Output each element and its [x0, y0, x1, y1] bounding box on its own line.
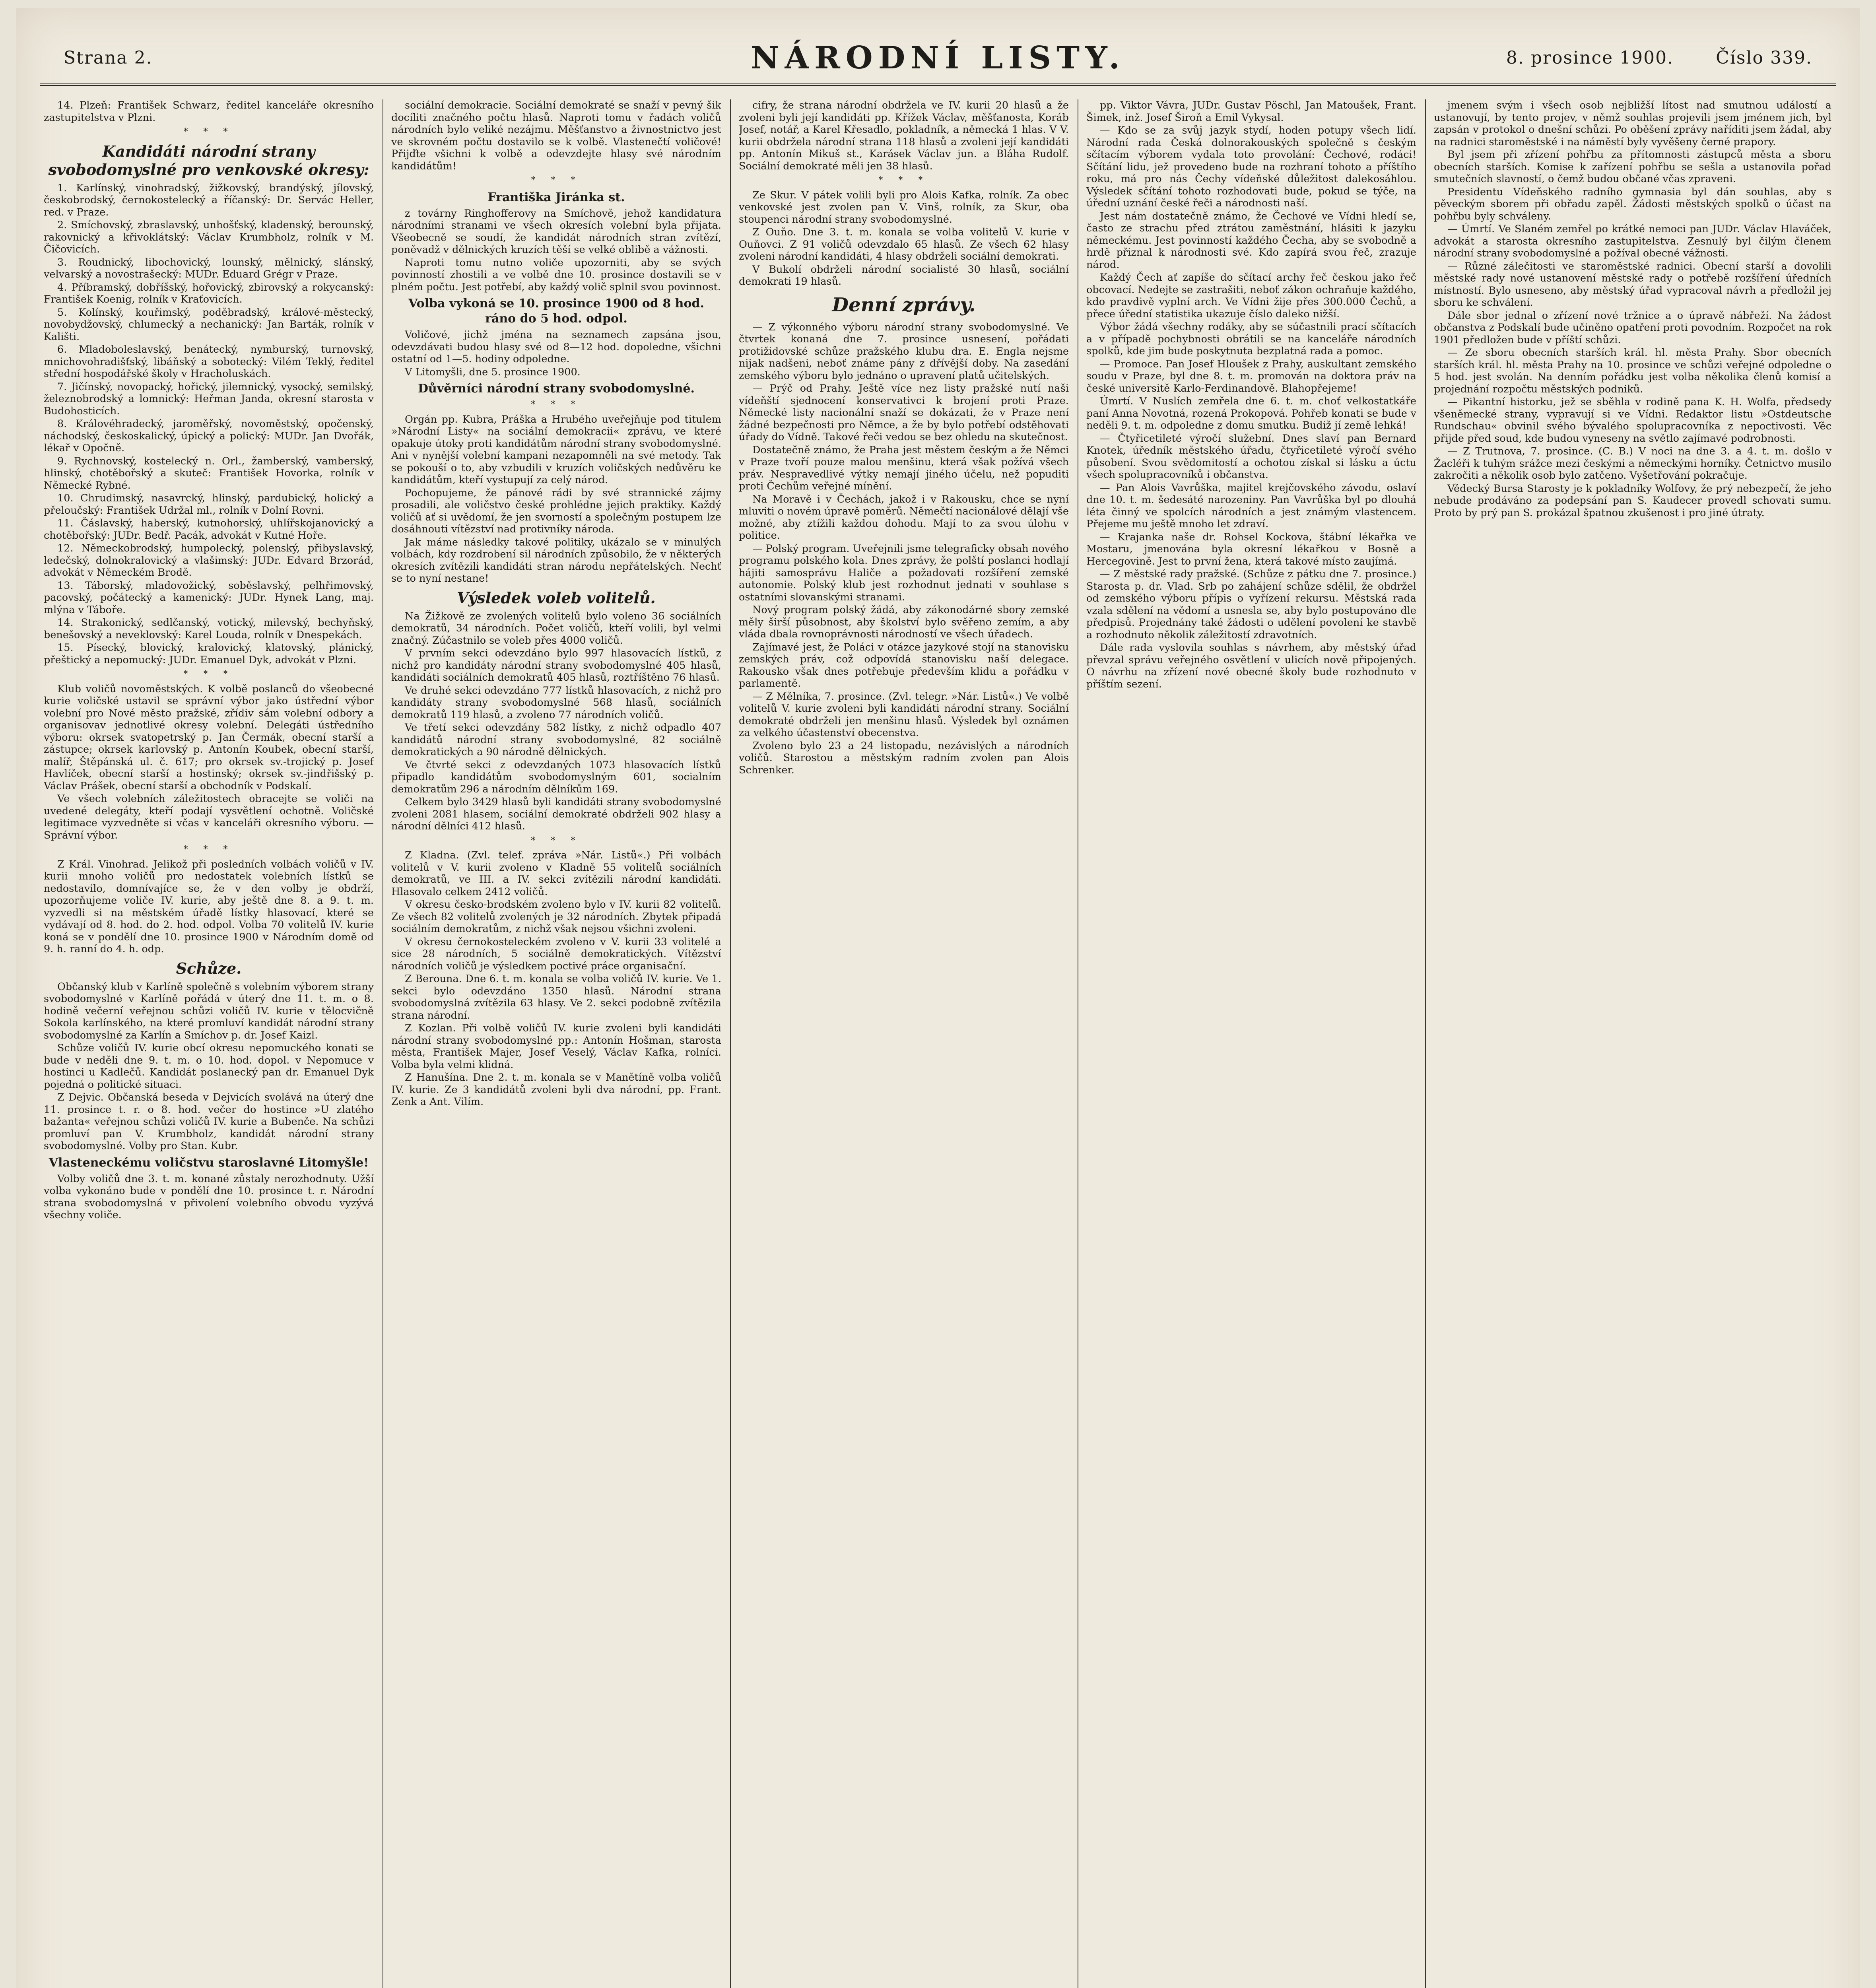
article-paragraph: 6. Mladoboleslavský, benátecký, nymburský, turnovský, mnichovohradišťský, libáňský a sobotecký: Vilém Teklý, ředitel střední hospodářské školy v Hracholuskách.	[44, 344, 374, 380]
article-paragraph: V okresu černokosteleckém zvoleno v V. kurii 33 volitelé a sice 28 národních, 5 sociálně demokratických. Vítězství národních voličů je výsledkem poctivé práce organisační.	[391, 936, 721, 972]
article-paragraph: Zvoleno bylo 23 a 24 listopadu, nezávislých a národních voličů. Starostou a městským radním zvolen pan Alois Schrenker.	[739, 740, 1069, 776]
article-paragraph: 13. Táborský, mladovožický, soběslavský, pelhřimovský, pacovský, počátecký a kamenický: JUDr. Hynek Lang, maj. mlýna v Táboře.	[44, 579, 374, 616]
article-paragraph: 14. Strakonický, sedlčanský, votický, milevský, bechyňský, benešovský a neveklovský: Karel Louda, rolník v Dnespekách.	[44, 617, 374, 641]
article-paragraph: Výbor žádá všechny rodáky, aby se súčastnili prací sčítacích a v případě pochybnosti obrátili se na kanceláře národních spolků, kde jim bude poskytnuta bezplatná rada a pomoc.	[1086, 321, 1416, 357]
article-paragraph: — Polský program. Uveřejnili jsme telegraficky obsah nového programu polského kola. Dnes zprávy, že polští poslanci hodlají hájiti samosprávu Haliče a požadovati rozšíření zemské autonomie. Polský klub jest rozhodnut jednati v souhlase s ostatními slovanskými stranami.	[739, 542, 1069, 603]
article-paragraph: Presidentu Vídeňského radního gymnasia byl dán souhlas, aby s pěveckým sborem při obřadu zapěl. Žádosti městských spolků o účast na pohřbu byly schváleny.	[1434, 186, 1831, 222]
article-paragraph: 11. Čáslavský, haberský, kutnohorský, uhlířskojanovický a chotěbořský: JUDr. Bedř. Pacák, advokát v Kutné Hoře.	[44, 517, 374, 542]
article-paragraph: Z Kladna. (Zvl. telef. zpráva »Nár. Listů«.) Při volbách volitelů v V. kurii zvoleno v Kladně 55 volitelů sociálních demokratů, ve III. a IV. sekci zvítězili národní kandidáti. Hlasovalo celkem 2412 voličů.	[391, 849, 721, 898]
article-paragraph: Nový program polský žádá, aby zákonodárné sbory zemské měly širší působnost, aby školství bylo svěřeno zemím, a aby vláda dbala rovnoprávnosti národností ve všech úřadech.	[739, 604, 1069, 640]
article-paragraph: Dále sbor jednal o zřízení nové tržnice a o úpravě nábřeží. Na žádost občanstva z Podskalí bude učiněno opatření proti povodním. Rozpočet na rok 1901 předložen bude v příští schůzi.	[1434, 309, 1831, 346]
article-paragraph: Z Hanušína. Dne 2. t. m. konala se v Manětíně volba voličů IV. kurie. Ze 3 kandidátů zvoleni byli dva národní, pp. Frant. Zenk a Ant. Vilím.	[391, 1072, 721, 1108]
notice-heading: Volba vykoná se 10. prosince 1900 od 8 hod. ráno do 5 hod. odpol.	[408, 297, 704, 326]
article-paragraph: — Ze sboru obecních starších král. hl. města Prahy. Sbor obecních starších král. hl. města Prahy na 10. prosince ve schůzi veřejné odpoledne o 5 hod. jest svolán. Na denním pořádku jest volba několika členů komisí a projednání rozpočtu městských podniků.	[1434, 347, 1831, 395]
article-paragraph: Naproti tomu nutno voliče upozorniti, aby se svých povinností zhostili a ve volbě dne 10. prosince dostavili se v plném počtu. Jest potřebí, aby každý volič splnil svou povinnost.	[391, 256, 721, 293]
article-heading: Kandidáti národní strany svobodomyslné pro venkovské okresy:	[48, 142, 369, 179]
article-paragraph: V prvním sekci odevzdáno bylo 997 hlasovacích lístků, z nichž pro kandidáty národní strany svobodomyslné 405 hlasů, kandidáti sociálních demokratů 405 hlasů, roztříštěno 76 hlasů.	[391, 647, 721, 683]
article-paragraph: Na Moravě i v Čechách, jakož i v Rakousku, chce se nyní mluviti o novém úpravě poměrů. Němečtí nacionálové dělají vše možné, aby ztížili každou dohodu. Mají to za svou úlohu v politice.	[739, 493, 1069, 542]
article-paragraph: cifry, že strana národní obdržela ve IV. kurii 20 hlasů a že zvoleni byli její kandidáti pp. Křížek Václav, měšťanosta, Koráb Josef, notář, a Karel Křesadlo, pokladník, a německá 1 hlas. V V. kurii obdržela národní strana 118 hlasů a zvoleni její kandidáti pp. Antonín Mikuš st., Karásek Václav jun. a Bláha Rudolf. Sociální demokraté měli jen 38 hlasů.	[739, 99, 1069, 172]
article-paragraph: — Čtyřicetileté výročí služební. Dnes slaví pan Bernard Knotek, úředník městského úřadu, čtyřicetileté výročí svého působení. Svou svědomitostí a ochotou získal si lásku a úctu všech spolupracovníků i občanstva.	[1086, 432, 1416, 481]
article-paragraph: Ve třetí sekci odevzdány 582 lístky, z nichž odpadlo 407 kandidátů národní strany svobodomyslné, 82 sociálně demokratických a 90 národně dělnických.	[391, 722, 721, 758]
article-paragraph: — Z městské rady pražské. (Schůze z pátku dne 7. prosince.) Starosta p. dr. Vlad. Srb po zahájení schůze sdělil, že obdržel od zemského výboru přípis o vyřízení rekursu. Městská rada vzala sdělení na vědomí a usnesla se, aby bylo postupováno dle předpisů. Projednány také žádosti o udělení povolení ke stavbě a rozhodnuto několik záležitostí zdravotních.	[1086, 568, 1416, 641]
article-paragraph: 15. Písecký, blovický, kralovický, klatovský, plánický, přeštický a nepomucký: JUDr. Emanuel Dyk, advokát v Plzni.	[44, 642, 374, 666]
article-paragraph: Každý Čech ať zapíše do sčítací archy řeč českou jako řeč obcovací. Nedejte se zastrašiti, neboť zákon ochraňuje každého, kdo pravdivě vyplní arch. Ve Vídni žije přes 300.000 Čechů, a přece úřední statistika ukazuje číslo daleko nižší.	[1086, 272, 1416, 320]
column-4	[1086, 99, 1416, 1988]
article-paragraph: Celkem bylo 3429 hlasů byli kandidáti strany svobodomyslné zvoleni 2081 hlasem, sociální demokraté obdrželi 902 hlasy a národní dělníci 412 hlasů.	[391, 796, 721, 832]
notice-heading: Františka Jiránka st.	[487, 190, 625, 204]
article-paragraph: V Bukolí obdrželi národní socialisté 30 hlasů, sociální demokrati 19 hlasů.	[739, 263, 1069, 287]
article-paragraph: 9. Rychnovský, kostelecký n. Orl., žamberský, vamberský, hlinský, chotěbořský a skuteč: František Hovorka, rolník v Německé Rybné.	[44, 455, 374, 491]
issue-number: Číslo 339.	[1716, 48, 1812, 68]
article-paragraph: Z Berouna. Dne 6. t. m. konala se volba voličů IV. kurie. Ve 1. sekci bylo odevzdáno 1350 hlasů. Národní strana svobodomyslná zvítězila 63 hlasy. Ve 2. sekci podobně zvítězila strana národní.	[391, 973, 721, 1021]
article-paragraph: 8. Královéhradecký, jaroměřský, novoměstský, opočenský, náchodský, českoskalický, úpický a polický: MUDr. Jan Dvořák, lékař v Opočně.	[44, 418, 374, 454]
article-paragraph: — Úmrtí. Ve Slaném zemřel po krátké nemoci pan JUDr. Václav Hlaváček, advokát a starosta okresního zastupitelstva. Zesnulý byl čilým členem národní strany svobodomyslné a požíval obecné vážnosti.	[1434, 223, 1831, 259]
article-paragraph: Z Ouňo. Dne 3. t. m. konala se volba volitelů V. kurie v Ouňovci. Z 91 voličů odevzdalo 65 hlasů. Ze všech 62 hlasy zvoleni národní kandidáti, 4 hlasy obdrželi sociální demokrati.	[739, 226, 1069, 262]
section-separator: * * *	[531, 835, 582, 846]
article-heading: Výsledek voleb volitelů.	[457, 588, 656, 607]
article-paragraph: 2. Smíchovský, zbraslavský, unhošťský, kladenský, berounský, rakovnický a křivoklátský: Václav Krumbholz, rolník v M. Čičovicích.	[44, 219, 374, 255]
article-paragraph: 3. Roudnický, libochovický, lounský, mělnický, slánský, velvarský a novostrašecký: MUDr. Eduard Grégr v Praze.	[44, 256, 374, 280]
column-5	[1434, 99, 1831, 1988]
article-paragraph: Občanský klub v Karlíně společně s volebním výborem strany svobodomyslné v Karlíně pořádá v úterý dne 11. t. m. o 8. hodině večerní veřejnou schůzi voličů IV. kurie v tělocvičně Sokola karlínského, na které promluví kandidát národní strany svobodomyslné za Karlín a Smíchov p. dr. Josef Kaizl.	[44, 980, 374, 1041]
article-paragraph: Z Dejvic. Občanská beseda v Dejvicích svolává na úterý dne 11. prosince t. r. o 8. hod. večer do hostince »U zlatého bažanta« veřejnou schůzi voličů IV. kurie a Bubenče. Na schůzi promluví pan V. Krumbholz, kandidát národní strany svobodomyslné. Volby pro Stan. Kubr.	[44, 1091, 374, 1152]
article-paragraph: — Pikantní historku, jež se sběhla v rodině pana K. H. Wolfa, předsedy všeněmecké strany, vypravují si ve Vídni. Redaktor listu »Ostdeutsche Rundschau« obvinil svého bývalého spolupracovníka z nepoctivosti. Věc přijde před soud, kde budou vyneseny na světlo zajímavé podrobnosti.	[1434, 396, 1831, 445]
article-paragraph: — Prýč od Prahy. Ještě více nez listy pražské nutí naši vídeňští sjednocení konservativci k brojení proti Praze. Německé listy nacionální snaží se dokázati, že v Praze není žádné bezpečnosti pro Němce, a že by bylo potřebí odstěhovati úřady do Vídně. Takové řeči vedou se bez ohledu na skutečnost.	[739, 382, 1069, 443]
newspaper-page	[16, 8, 1860, 1988]
section-separator: * * *	[878, 175, 929, 185]
article-paragraph: — Pan Alois Vavrůška, majitel krejčovského závodu, oslaví dne 10. t. m. šedesáté narozeniny. Pan Vavrůška byl po dlouhá léta činný ve spolcích národních a jest známým vlastencem. Přejeme mu ještě mnoho let zdraví.	[1086, 481, 1416, 530]
issue-info	[1506, 48, 1812, 68]
article-paragraph: — Kdo se za svůj jazyk stydí, hoden potupy všech lidí. Národní rada Česká dolnorakouských společně s českým sčítacím výborem vydala toto provolání: Čechové, rodáci! Sčítání lidu, jež provedeno bude na rozhraní tohoto a příštího roku, má pro nás Čechy vídeňské důležitost dalekosáhlou. Výsledek sčítání tohoto rozhodovati bude, pokud se týče, na úřední uznání české řeči a národnosti naší.	[1086, 124, 1416, 209]
notice-heading: Vlasteneckému voličstvu staroslavné Litomyšle!	[49, 1155, 369, 1170]
article-paragraph: 4. Příbramský, dobříšský, hořovický, zbirovský a rokycanský: František Koenig, rolník v Kraťovicích.	[44, 281, 374, 305]
masthead	[40, 36, 1836, 86]
article-paragraph: Dále rada vyslovila souhlas s návrhem, aby městský úřad převzal správu veřejného osvětlení v ulicích nově připojených. O návrhu na zřízení nové obecné školy bude rozhodnuto v příštím sezení.	[1086, 642, 1416, 690]
article-paragraph: z továrny Ringhofferovy na Smíchově, jehož kandidatura národními stranami ve všech okresích volební byla přijata. Všeobecně se soudí, že kandidát národních stran zvítězí, poněvadž v dělnických kruzích těší se velké oblibě a vážnosti.	[391, 207, 721, 256]
column-2	[391, 99, 721, 1988]
article-paragraph: Byl jsem při zřízení pohřbu za přítomnosti zástupců města a sboru obecních starších. Komise k zařízení pohřbu se sešla a ustanovila pořad smutečních slavností, o čemž budou občané včas zpraveni.	[1434, 149, 1831, 185]
issue-date: 8. prosince 1900.	[1506, 48, 1674, 68]
article-paragraph: Jak máme následky takové politiky, ukázalo se v minulých volbách, kdy rozdrobení sil národních způsobilo, že v některých okresích zvítězili kandidáti stran národu nepřátelských. Nechť se to nyní nestane!	[391, 536, 721, 584]
article-paragraph: Voličové, jichž jména na seznamech zapsána jsou, odevzdávati budou hlasy své od 8—12 hod. dopoledne, všichni ostatní od 1—5. hodiny odpoledne.	[391, 329, 721, 365]
section-separator: * * *	[531, 175, 582, 185]
article-paragraph: Vědecký Bursa Starosty je k pokladníky Wolfovy, že prý nebezpečí, že jeho nebude prodáváno za podepsání pan S. Kaudecer provedl schovati sumu. Proto by prý pan S. prokázal špatnou zkušenost i pro jiné útraty.	[1434, 482, 1831, 519]
article-paragraph: Z Král. Vinohrad. Jelikož při posledních volbách voličů v IV. kurii mnoho voličů pro nedostatek volebních lístků se nedostavilo, domnívajíce se, že v den volby je obdrží, upozorňujeme voliče IV. kurie, aby ještě dne 8. a 9. t. m. vyzvedli si na městském úřadě lístky hlasovací, které se vydávají od 8. hod. do 2. hod. odpol. Volba 70 volitelů IV. kurie koná se v pondělí dne 10. prosince 1900 v Národním domě od 9. h. ranní do 4. h. odp.	[44, 858, 374, 955]
article-paragraph: — Z Trutnova, 7. prosince. (C. B.) V noci na dne 3. a 4. t. m. došlo v Žacléři k tuhým srážce mezi českými a německými horníky. Četnictvo musilo zakročiti a několik osob bylo zatčeno. Vyšetřování pokračuje.	[1434, 445, 1831, 481]
article-paragraph: Ve druhé sekci odevzdáno 777 lístků hlasovacích, z nichž pro kandidáty strany svobodomyslné 568 hlasů, sociálních demokratů 119 hlasů, a zvoleno 77 národních voličů.	[391, 684, 721, 721]
article-paragraph: V okresu česko-brodském zvoleno bylo v IV. kurii 82 volitelů. Ze všech 82 volitelů zvolených je 32 národních. Zbytek připadá sociálním demokratům, z nichž však nejsou všichni zvoleni.	[391, 899, 721, 935]
article-paragraph: Dostatečně známo, že Praha jest městem českým a že Němci v Praze tvoří pouze malou menšinu, která však požívá všech práv. Nespravedlivé výtky nemají jiného účelu, než popuditi proti Čechům veřejné mínění.	[739, 444, 1069, 492]
article-paragraph: Na Žižkově ze zvolených volitelů bylo voleno 36 sociálních demokratů, 34 národních. Počet voličů, kteří volili, byl velmi značný. Zúčastnilo se voleb přes 4000 voličů.	[391, 610, 721, 646]
article-paragraph: — Promoce. Pan Josef Hloušek z Prahy, auskultant zemského soudu v Praze, byl dne 8. t. m. promován na doktora práv na české universitě Karlo-Ferdinandově. Blahopřejeme!	[1086, 358, 1416, 394]
article-paragraph: — Různé zálečitosti ve staroměstské radnici. Obecní starší a dovolili městské rady nové ustanovení městské rady o potřebě rozšíření úředních místností. Bylo usneseno, aby městský úřad vypracoval návrh a předložil jej sboru ke schválení.	[1434, 260, 1831, 309]
newspaper-title: NÁRODNÍ LISTY.	[751, 40, 1125, 76]
article-paragraph: — Z výkonného výboru národní strany svobodomyslné. Ve čtvrtek konaná dne 7. prosince usnesení, pořádati protižidovské schůze pražského klubu dra. E. Engla nejsme nijak nadšeni, neboť známe pány z dřívější doby. Na zasedání zemského výboru bylo jednáno o upravení platů učitelských.	[739, 321, 1069, 382]
section-heading: Denní zprávy.	[832, 293, 976, 316]
article-paragraph: Zajímavé jest, že Poláci v otázce jazykové stojí na stanovisku zemských práv, což odpovídá stanovisku naší delegace. Rakousko však dnes potřebuje především klidu a pořádku v parlamentě.	[739, 641, 1069, 689]
article-paragraph: 10. Chrudimský, nasavrcký, hlinský, pardubický, holický a přeloučský: František Udržal ml., rolník v Dolní Rovni.	[44, 492, 374, 516]
article-heading: Schůze.	[176, 959, 242, 977]
article-paragraph: Z Kozlan. Při volbě voličů IV. kurie zvoleni byli kandidáti národní strany svobodomyslné pp.: Antonín Hošman, starosta města, František Majer, Josef Veselý, Václav Kafka, rolníci. Volba byla velmi klidná.	[391, 1022, 721, 1071]
page-number: Strana 2.	[64, 48, 153, 68]
article-paragraph: sociální demokracie. Sociální demokraté se snaží v pevný šik docíliti značného počtu hlasů. Naproti tomu v řadách voličů národních bylo veliké nezájmu. Měšťanstvo a živnostnictvo jest ve skrovném počtu dostavilo se k volbě. Vlastenečtí voličové! Přijďte všichni k volbě a odevzdejte hlasy své národním kandidátům!	[391, 99, 721, 172]
column-divider	[1425, 99, 1426, 1988]
article-paragraph: — Z Mělníka, 7. prosince. (Zvl. telegr. »Nár. Listů«.) Ve volbě volitelů V. kurie zvoleni byli kandidáti národní strany. Sociální demokraté obdrželi jen menšinu hlasů. Výsledek byl oznámen za velkého účastenství obecenstva.	[739, 690, 1069, 739]
section-separator: * * *	[531, 400, 582, 410]
column-divider	[730, 99, 731, 1988]
article-paragraph: 12. Německobrodský, humpolecký, polenský, přibyslavský, ledečský, dolnokralovický a vlašimský: JUDr. Edvard Brzorád, advokát v Německém Brodě.	[44, 542, 374, 579]
article-paragraph: Orgán pp. Kubra, Práška a Hrubého uveřejňuje pod titulem »Národní Listy« na sociální demokracii« zprávu, ve které opakuje útoky proti kandidátům národní strany svobodomyslné. Ani v nynější volební kampani nezapomněli na své metody. Tak se pokouší o to, aby vzbudili v kruzích voličských nedůvěru ke kandidátům, kteří vystupují za celý národ.	[391, 413, 721, 486]
section-separator: * * *	[183, 669, 234, 679]
article-paragraph: Ze Skur. V pátek volili byli pro Alois Kafka, rolník. Za obec venkovské jest zvolen pan V. Vinš, rolník, za Skur, oba stoupenci národní strany svobodomyslné.	[739, 189, 1069, 225]
article-paragraph: Ve všech volebních záležitostech obracejte se voliči na uvedené delegáty, kteří podají vysvětlení ochotně. Voličské legitimace vyzvedněte si včas v kanceláři okresního výboru. — Správní výbor.	[44, 793, 374, 841]
article-paragraph: V Litomyšli, dne 5. prosince 1900.	[405, 366, 581, 378]
article-paragraph: jmenem svým i všech osob nejbližší lítost nad smutnou událostí a ustanovují, by tento projev, v němž souhlas projevili jsem jménem jich, byl zapsán v protokol o dnešní schůzi. Po oběšení zprávy naříditi jsem žádal, aby na radnici staroměstské i na náměstí byly vyvěšeny černé prapory.	[1434, 99, 1831, 148]
column-1	[44, 99, 374, 1988]
article-paragraph: Jest nám dostatečně známo, že Čechové ve Vídni hledí se, často ze strachu před ztrátou zaměstnání, hlásiti k jazyku německému. Jest povinností každého Čecha, aby se svobodně a hrdě přiznal k národnosti své. Kdo zapírá svou řeč, zrazuje národ.	[1086, 210, 1416, 271]
article-paragraph: — Krajanka naše dr. Rohsel Kockova, štábní lékařka ve Mostaru, jmenována byla okresní lékařkou v Bosně a Hercegovině. Jest to první žena, která takové místo zaujímá.	[1086, 531, 1416, 567]
article-paragraph: 7. Jičínský, novopacký, hořický, jilemnický, vysocký, semilský, železnobrodský a lomnický: Heřman Janda, okresní starosta v Budohosticích.	[44, 381, 374, 417]
article-paragraph: Ve čtvrté sekci z odevzdaných 1073 hlasovacích lístků připadlo kandidátům svobodomyslným 601, socialním demokratům 296 a národním dělníkům 169.	[391, 759, 721, 795]
article-paragraph: pp. Viktor Vávra, JUDr. Gustav Pöschl, Jan Matoušek, Frant. Šimek, inž. Josef Široň a Emil Vykysal.	[1086, 99, 1416, 124]
article-paragraph: 5. Kolínský, kouřimský, poděbradský, králové-městecký, novobydžovský, chlumecký a nechanický: Jan Barták, rolník v Kališti.	[44, 306, 374, 343]
section-separator: * * *	[183, 127, 234, 137]
article-paragraph: 1. Karlínský, vinohradský, žižkovský, brandýský, jílovský, českobrodský, černokostelecký a říčanský: Dr. Servác Heller, red. v Praze.	[44, 182, 374, 218]
column-3	[739, 99, 1069, 1988]
article-paragraph: Klub voličů novoměstských. K volbě poslanců do všeobecné kurie voličské ustavil se správní výbor jako ústřední výbor volební pro Nové město pražské, zřídiv sám volební odbory a organisovav jednotlivé okresy volební. Delegáti ústředního výboru: okrsek svatopetrský p. Jan Čermák, obecní starší a zástupce; okrsek karlovský p. Antonín Koubek, obecní starší, malíř, Štěpánská ul. č. 617; pro okrsek sv.-trojický p. Josef Havlíček, obecní starší a hostinský; okrsek sv.-jindřišský p. Václav Prášek, obecní starší a obchodník v Podskalí.	[44, 683, 374, 792]
article-paragraph: Pochopujeme, že pánové rádi by své strannické zájmy prosadili, ale voličstvo české prohlédne jejich praktiky. Každý voličů ať si uvědomí, že jen svorností a společným postupem lze dosáhnouti vítězství nad protivníky národa.	[391, 487, 721, 535]
notice-heading: Důvěrníci národní strany svobodomyslné.	[418, 382, 695, 396]
article-paragraph: Schůze voličů IV. kurie obcí okresu nepomuckého konati se bude v neděli dne 9. t. m. o 10. hod. dopol. v Nepomuce v hostinci u Kadlečů. Kandidát poslanecký pan dr. Emanuel Dyk pojedná o politické situaci.	[44, 1042, 374, 1091]
article-paragraph: 14. Plzeň: František Schwarz, ředitel kanceláře okresního zastupitelstva v Plzni.	[44, 99, 374, 124]
article-paragraph: Volby voličů dne 3. t. m. konané zůstaly nerozhodnuty. Užší volba vykonáno bude v pondělí dne 10. prosince t. r. Národní strana svobodomyslná v přivolení volebního obvodu vyzývá všechny voliče.	[44, 1173, 374, 1221]
section-separator: * * *	[183, 845, 234, 854]
article-paragraph: Úmrtí. V Nuslích zemřela dne 6. t. m. choť velkostatkáře paní Anna Novotná, rozená Prokopová. Pohřeb konati se bude v neděli 9. t. m. odpoledne z domu smutku. Budiž jí země lehká!	[1086, 395, 1416, 431]
